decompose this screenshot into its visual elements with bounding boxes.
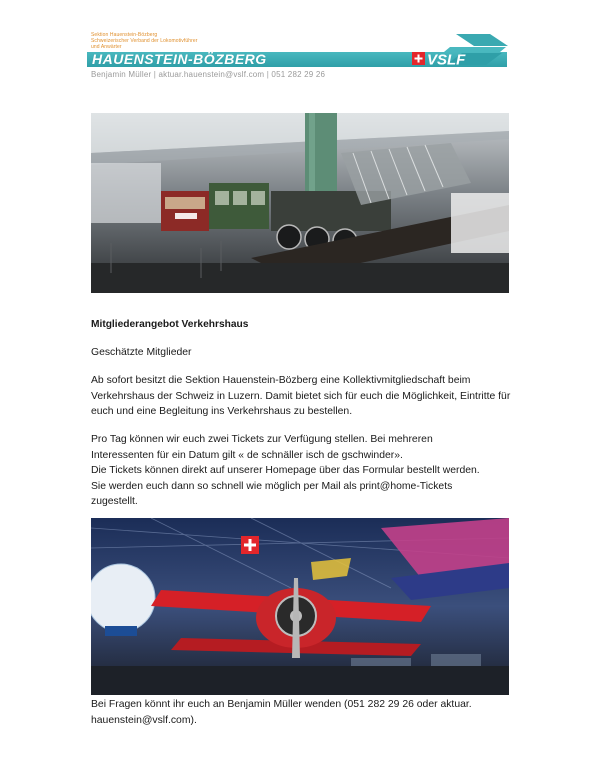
- paragraph-line: Die Tickets können direkt auf unserer Homepage über das Formular bestellt werden.: [91, 465, 480, 477]
- organization-lines: [91, 32, 321, 50]
- greeting: Geschätzte Mitglieder: [91, 347, 192, 358]
- org-line: Sektion Hauenstein-Bözberg: [91, 32, 158, 38]
- org-line: Schweizerischer Verband der Lokomotivführer: [91, 38, 198, 44]
- footer-contact-paragraph: Bei Fragen könnt ihr euch an Benjamin Müller wenden (051 282 29 26 oder aktuar. hauenstein@vslf.com).: [91, 699, 472, 726]
- section-name: HAUENSTEIN-BÖZBERG: [92, 51, 267, 67]
- vslf-logo: [410, 32, 510, 68]
- photo-museum-locomotive-hall: [91, 113, 509, 293]
- paragraph-line: zugestellt.: [91, 496, 138, 508]
- contact-line: Benjamin Müller | aktuar.hauenstein@vslf.com | 051 282 29 26: [91, 70, 326, 79]
- paragraph-membership: Ab sofort besitzt die Sektion Hauenstein-Bözberg eine Kollektivmitgliedschaft beim Verkehrshaus der Schweiz in Luzern. Damit bietet sich für euch die Möglichkeit, Eintritte für euch und eine Begleitung ins Verkehrshaus zu bestellen.: [91, 375, 511, 418]
- photo-museum-aircraft-hall: [91, 518, 509, 695]
- paragraph-line: Pro Tag können wir euch zwei Tickets zur Verfügung stellen. Bei mehreren: [91, 434, 433, 445]
- org-line: und Anwärter: [91, 44, 122, 50]
- paragraph-line: Sie werden euch dann so schnell wie möglich per Mail als print@home-Tickets: [91, 480, 453, 492]
- brand-name: VSLF: [427, 51, 466, 68]
- document-heading: Mitgliederangebot Verkehrshaus: [91, 319, 249, 330]
- paragraph-tickets: [91, 432, 521, 510]
- paragraph-line: Interessenten für ein Datum gilt « de schnäller isch de gschwinder».: [91, 449, 403, 461]
